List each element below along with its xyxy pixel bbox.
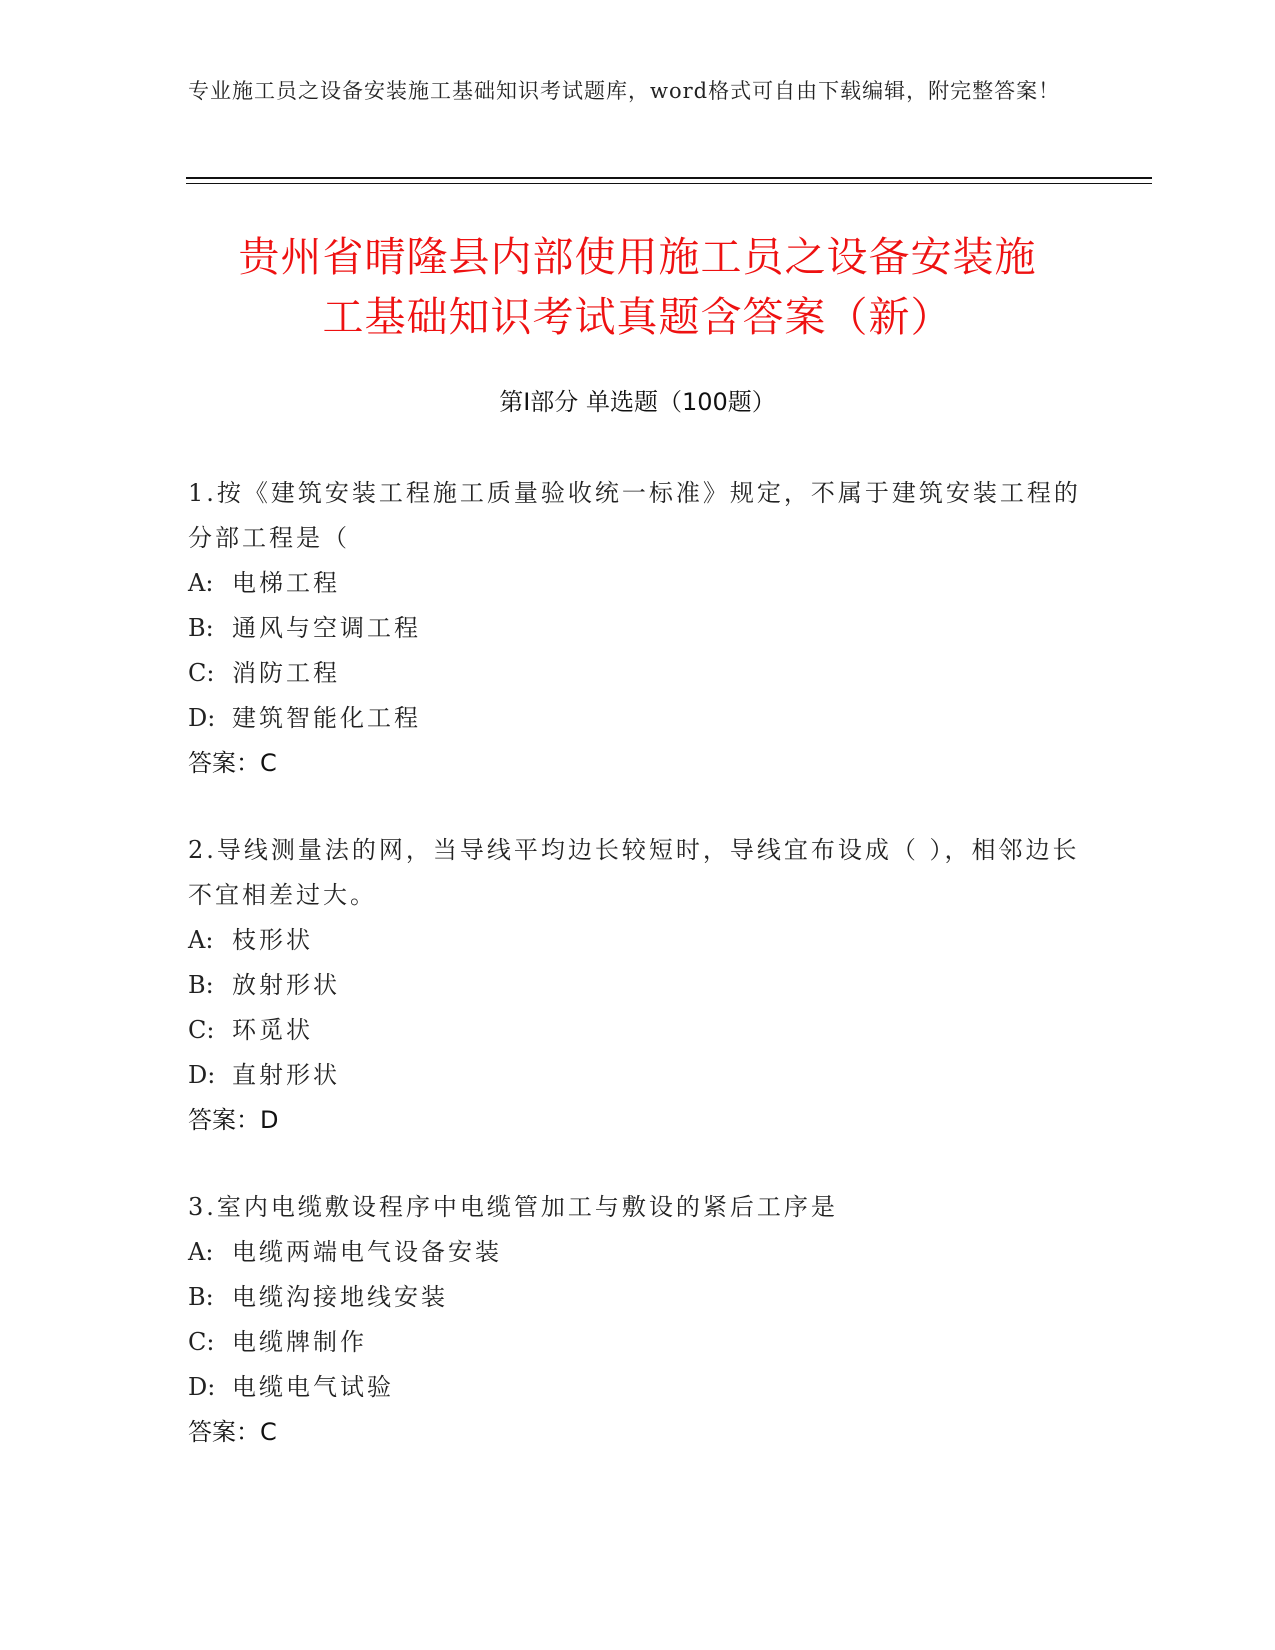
option-d <box>188 1365 1088 1410</box>
option-text: 直射形状 <box>232 1061 340 1089</box>
option-b <box>188 1275 1088 1320</box>
option-text: 通风与空调工程 <box>232 614 421 642</box>
document-title <box>150 227 1125 347</box>
document-title-line-1: 贵州省晴隆县内部使用施工员之设备安装施 <box>238 233 1037 281</box>
question-stem: 2.导线测量法的网，当导线平均边长较短时，导线宜布设成（ ），相邻边长不宜相差过大。 <box>188 836 1080 909</box>
option-text: 电缆电气试验 <box>232 1373 394 1401</box>
option-b <box>188 963 1088 1008</box>
option-text: 电缆牌制作 <box>232 1328 367 1356</box>
option-key: B: <box>188 971 214 999</box>
option-key: C: <box>188 1328 215 1356</box>
option-text: 枝形状 <box>232 926 313 954</box>
answer-label: 答案：C <box>188 749 277 777</box>
option-d <box>188 1053 1088 1098</box>
option-key: A: <box>188 1238 214 1266</box>
option-text: 电缆沟接地线安装 <box>232 1283 448 1311</box>
option-text: 建筑智能化工程 <box>232 704 421 732</box>
option-d <box>188 696 1088 741</box>
answer-label: 答案：D <box>188 1106 279 1134</box>
answer-label: 答案：C <box>188 1418 277 1446</box>
option-key: A: <box>188 926 214 954</box>
option-text: 电缆两端电气设备安装 <box>232 1238 502 1266</box>
option-key: D: <box>188 1061 216 1089</box>
header-divider-thin <box>186 183 1152 184</box>
option-key: D: <box>188 1373 216 1401</box>
option-text: 消防工程 <box>232 659 340 687</box>
option-text: 环觅状 <box>232 1016 313 1044</box>
question-1 <box>188 471 1088 786</box>
section-title: 第Ⅰ部分 单选题（100题） <box>499 388 776 416</box>
option-key: D: <box>188 704 216 732</box>
question-2 <box>188 828 1088 1143</box>
question-stem: 3.室内电缆敷设程序中电缆管加工与敷设的紧后工序是 <box>188 1193 838 1221</box>
option-c <box>188 651 1088 696</box>
option-c <box>188 1008 1088 1053</box>
option-a <box>188 1230 1088 1275</box>
option-key: C: <box>188 659 215 687</box>
header-note: 专业施工员之设备安装施工基础知识考试题库，word格式可自由下载编辑，附完整答案！ <box>188 79 1061 103</box>
option-a <box>188 561 1088 606</box>
option-text: 放射形状 <box>232 971 340 999</box>
option-key: B: <box>188 614 214 642</box>
question-stem: 1.按《建筑安装工程施工质量验收统一标准》规定，不属于建筑安装工程的分部工程是（ <box>188 479 1081 552</box>
option-key: B: <box>188 1283 214 1311</box>
question-3 <box>188 1185 1088 1455</box>
option-a <box>188 918 1088 963</box>
option-key: C: <box>188 1016 215 1044</box>
option-text: 电梯工程 <box>232 569 340 597</box>
option-c <box>188 1320 1088 1365</box>
header-divider-thick <box>186 177 1152 179</box>
option-b <box>188 606 1088 651</box>
option-key: A: <box>188 569 214 597</box>
document-title-line-2: 工基础知识考试真题含答案（新） <box>322 293 953 341</box>
